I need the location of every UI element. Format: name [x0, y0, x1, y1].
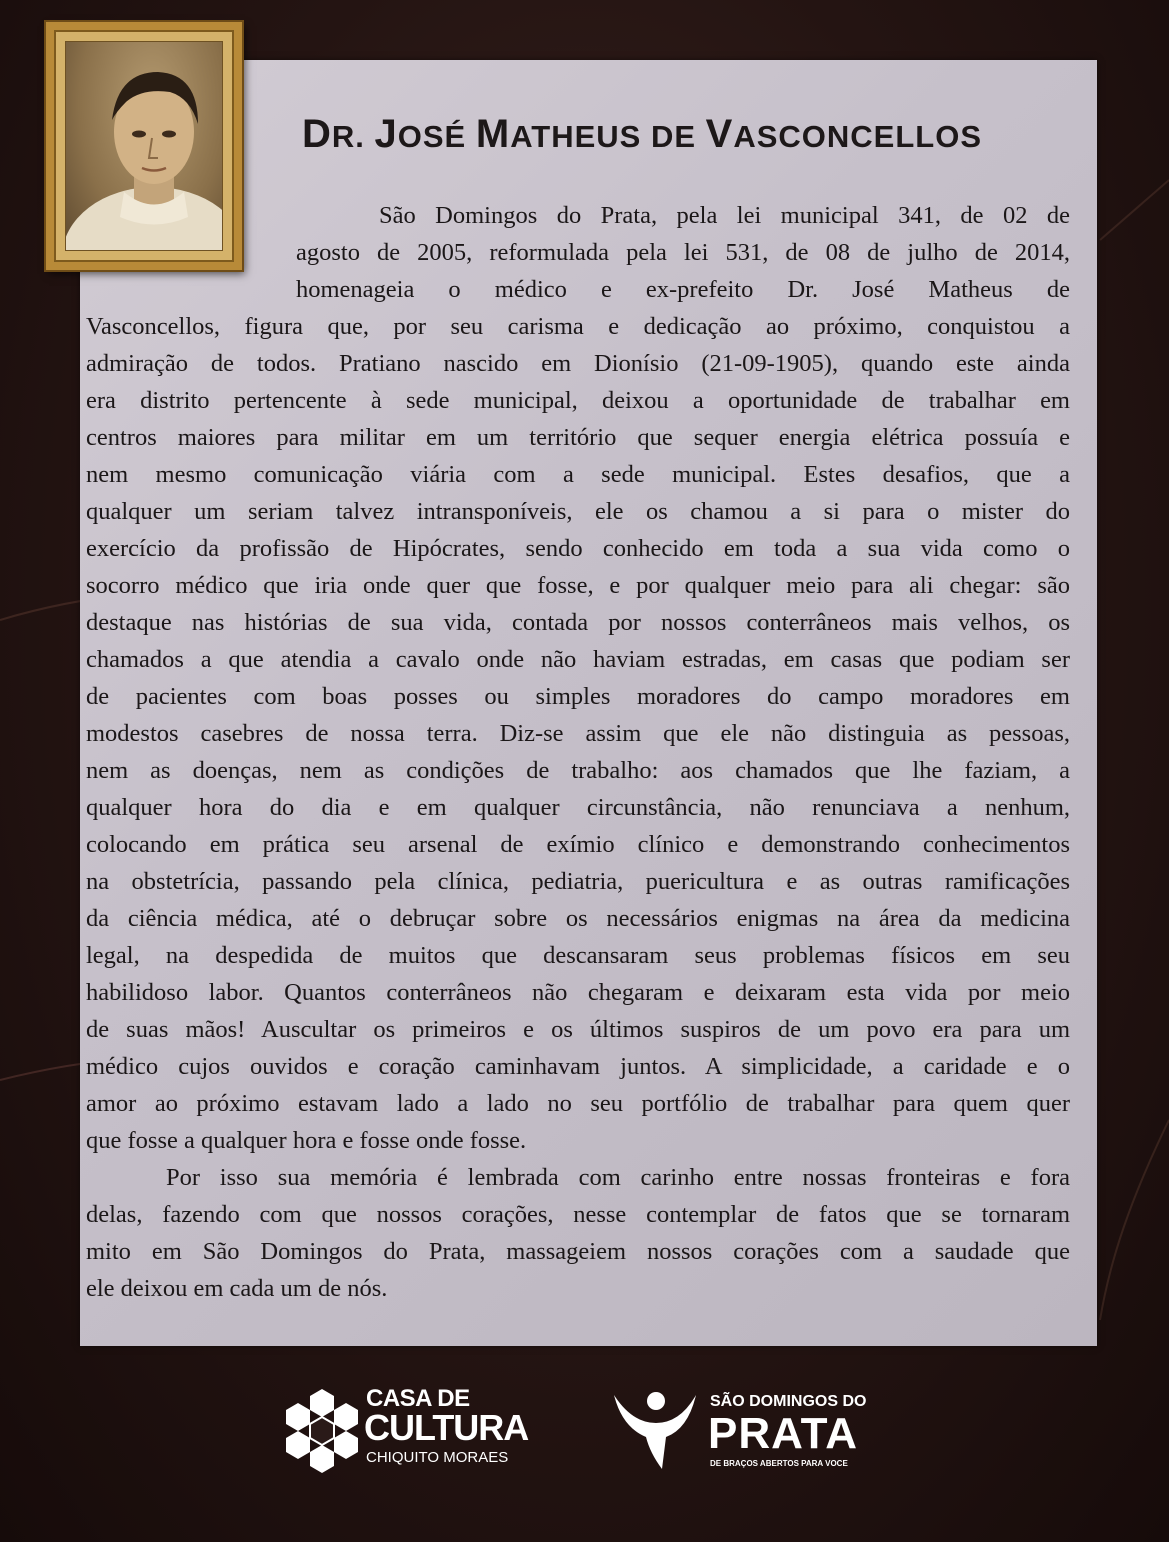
text-line: agosto de 2005, reformulada pela lei 531, de 08 de julho de 2014,: [296, 239, 1070, 266]
body-text: [86, 197, 1070, 1307]
text-line: exercício da profissão de Hipócrates, sendo conhecido em toda a sua vida como o: [86, 535, 1070, 562]
text-line: São Domingos do Prata, pela lei municipal 341, de 02 de: [379, 202, 1070, 229]
text-line: ele deixou em cada um de nós.: [86, 1275, 388, 1302]
casa-de-cultura-logo: [282, 1383, 532, 1473]
text-line: chamados a que atendia a cavalo onde não haviam estradas, em casas que podiam ser: [86, 646, 1070, 673]
text-line: delas, fazendo com que nossos corações, nesse contemplar de fatos que se tornaram: [86, 1201, 1070, 1228]
text-line: que fosse a qualquer hora e fosse onde fosse.: [86, 1127, 527, 1154]
text-line: nem mesmo comunicação viária com a sede municipal. Estes desafios, que a: [86, 461, 1070, 488]
text-line: na obstetrícia, passando pela clínica, pediatria, puericultura e as outras ramificações: [86, 868, 1070, 895]
text-line: da ciência médica, até o debruçar sobre os necessários enigmas na área da medicina: [86, 905, 1070, 932]
casa-logo-line2: CULTURA: [364, 1407, 529, 1448]
text-line: centros maiores para militar em um território que sequer energia elétrica possuía e: [86, 424, 1070, 451]
prata-logo-line2: PRATA: [708, 1409, 859, 1458]
hexagon-cluster-icon: [282, 1383, 362, 1473]
text-line: médico cujos ouvidos e coração caminhavam juntos. A simplicidade, a caridade e o: [86, 1053, 1070, 1080]
text-line: modestos casebres de nossa terra. Diz-se assim que ele não distinguia as pessoas,: [86, 720, 1070, 747]
text-line: de pacientes com boas posses ou simples moradores do campo moradores em: [86, 683, 1070, 710]
text-line: de suas mãos! Auscultar os primeiros e os últimos suspiros de um povo era para um: [86, 1016, 1070, 1043]
text-line: nem as doenças, nem as condições de trabalho: aos chamados que lhe faziam, a: [86, 757, 1070, 784]
casa-logo-line1: CASA DE: [366, 1385, 470, 1412]
text-line: era distrito pertencente à sede municipal, deixou a oportunidade de trabalhar em: [86, 387, 1070, 414]
text-line: colocando em prática seu arsenal de exímio clínico e demonstrando conhecimentos: [86, 831, 1070, 858]
prata-logo-line3: DE BRAÇOS ABERTOS PARA VOCE: [710, 1459, 848, 1468]
page-title: DR. JOSÉ MATHEUS DE VASCONCELLOS: [302, 112, 983, 156]
text-line: Vasconcellos, figura que, por seu carisma e dedicação ao próximo, conquistou a: [86, 313, 1070, 340]
text-line: socorro médico que iria onde quer que fosse, e por qualquer meio para ali chegar: são: [86, 572, 1070, 599]
prata-logo-line1: SÃO DOMINGOS DO: [710, 1393, 867, 1410]
text-line: homenageia o médico e ex-prefeito Dr. José Matheus de: [296, 276, 1070, 303]
text-line: mito em São Domingos do Prata, massageiem nossos corações com a saudade que: [86, 1238, 1070, 1265]
text-line: qualquer hora do dia e em qualquer circunstância, não renunciava a nenhum,: [86, 794, 1070, 821]
open-arms-figure-icon: [610, 1383, 700, 1473]
sao-domingos-do-prata-logo: [610, 1383, 880, 1473]
text-line: habilidoso labor. Quantos conterrâneos não chegaram e deixaram esta vida por meio: [86, 979, 1070, 1006]
text-line: qualquer um seriam talvez intransponíveis, ele os chamou a si para o mister do: [86, 498, 1070, 525]
text-line: legal, na despedida de muitos que descansaram seus problemas físicos em seu: [86, 942, 1070, 969]
text-line: destaque nas histórias de sua vida, contada por nossos conterrâneos mais velhos, os: [86, 609, 1070, 636]
casa-logo-line3: CHIQUITO MORAES: [366, 1449, 509, 1466]
text-line: admiração de todos. Pratiano nascido em Dionísio (21-09-1905), quando este ainda: [86, 350, 1070, 377]
text-line: Por isso sua memória é lembrada com carinho entre nossas fronteiras e fora: [166, 1164, 1070, 1191]
text-line: amor ao próximo estavam lado a lado no seu portfólio de trabalhar para quem quer: [86, 1090, 1070, 1117]
